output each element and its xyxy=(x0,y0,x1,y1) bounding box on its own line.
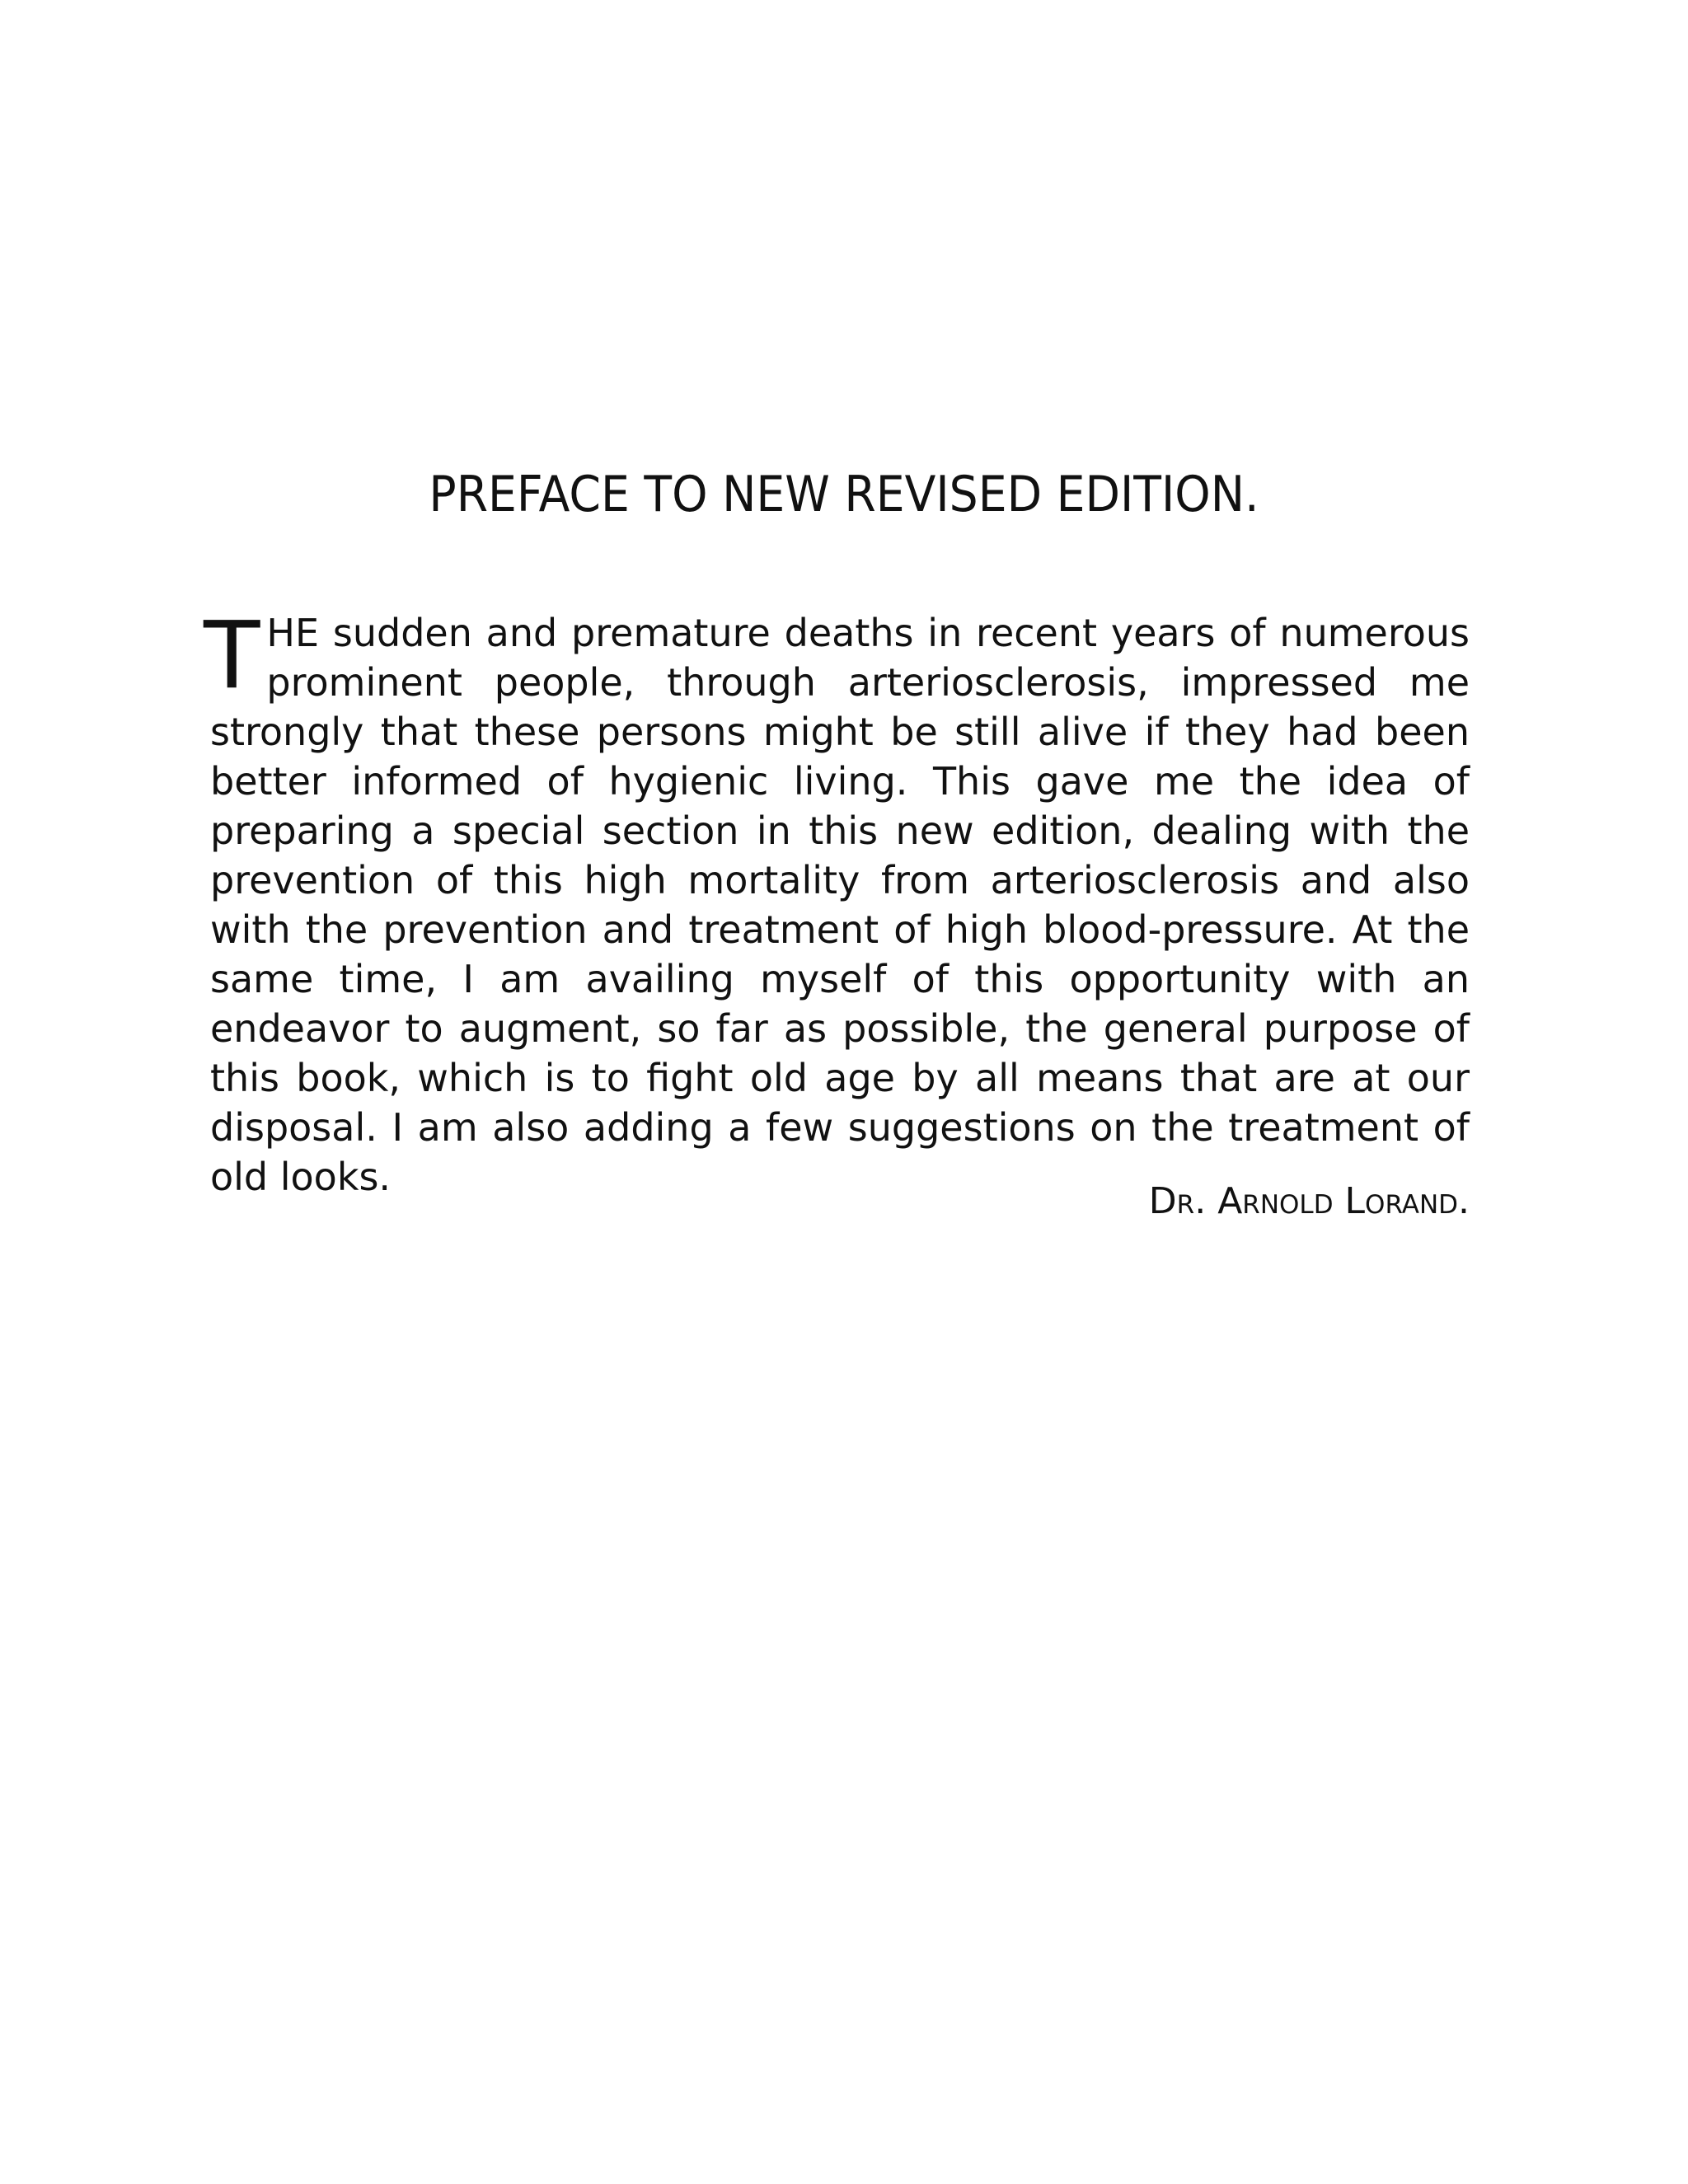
drop-cap-letter: T xyxy=(204,602,260,710)
preface-paragraph xyxy=(204,602,1470,1202)
page-title: PREFACE TO NEW REVISED EDITION. xyxy=(429,466,1259,523)
preface-body-text: HE sudden and premature deaths in recent years of numerous prominent people, through arteriosclerosis, impressed me strongly that these persons might be still alive if they had been better informed of hygienic living. This gave me the idea of preparing a special section in this new edition, dealing with the prevention of this high mortality from arteriosclerosis and also with the prevention and treatment of high blood-pressure. At the same time, I am availing myself of this opportunity with an endeavor to augment, so far as possible, the general purpose of this book, which is to fight old age by all means that are at our disposal. I am also adding a few suggestions on the treatment of old looks. xyxy=(210,611,1470,1199)
author-signature: Dr. Arnold Lorand. xyxy=(1148,1180,1470,1222)
